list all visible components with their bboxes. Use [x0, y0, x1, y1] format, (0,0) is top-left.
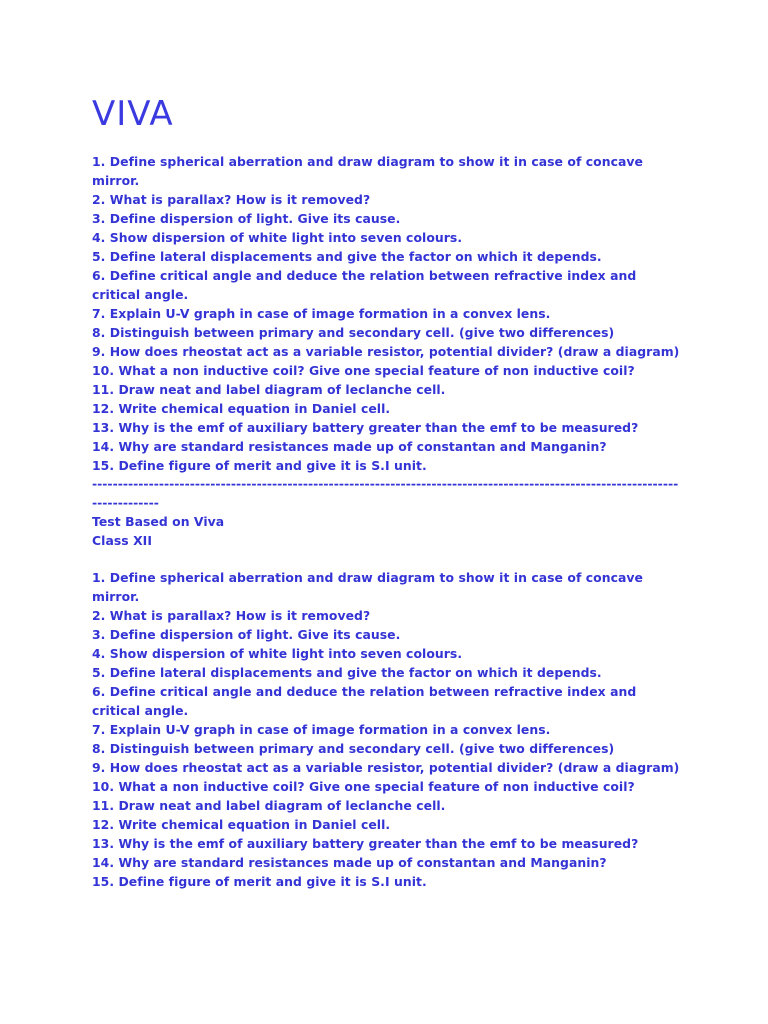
question-item: 15. Define figure of merit and give it is S.I unit.: [92, 874, 427, 889]
question-item: 10. What a non inductive coil? Give one special feature of non inductive coil?: [92, 363, 635, 378]
question-item: 5. Define lateral displacements and give the factor on which it depends.: [92, 665, 602, 680]
question-item: 9. How does rheostat act as a variable resistor, potential divider? (draw a diagram): [92, 760, 680, 775]
viva-question-list: [92, 152, 682, 475]
question-item: 12. Write chemical equation in Daniel cell.: [92, 817, 391, 832]
question-item: 14. Why are standard resistances made up of constantan and Manganin?: [92, 439, 607, 454]
separator-line: -------------------------------------------------------------------------------------------------------------------------------: [92, 476, 679, 510]
page-title: VIVA: [92, 94, 174, 134]
question-item: 6. Define critical angle and deduce the relation between refractive index and critical angle.: [92, 268, 637, 302]
question-item: 7. Explain U-V graph in case of image formation in a convex lens.: [92, 722, 551, 737]
question-item: 8. Distinguish between primary and secondary cell. (give two differences): [92, 741, 615, 756]
question-item: 3. Define dispersion of light. Give its cause.: [92, 211, 401, 226]
question-item: 13. Why is the emf of auxiliary battery greater than the emf to be measured?: [92, 836, 639, 851]
question-item: 10. What a non inductive coil? Give one special feature of non inductive coil?: [92, 779, 635, 794]
question-item: 2. What is parallax? How is it removed?: [92, 192, 371, 207]
question-item: 7. Explain U-V graph in case of image formation in a convex lens.: [92, 306, 551, 321]
question-item: 2. What is parallax? How is it removed?: [92, 608, 371, 623]
question-item: 13. Why is the emf of auxiliary battery greater than the emf to be measured?: [92, 420, 639, 435]
question-item: 11. Draw neat and label diagram of leclanche cell.: [92, 382, 446, 397]
test-heading: Test Based on Viva: [92, 514, 225, 529]
question-item: 9. How does rheostat act as a variable resistor, potential divider? (draw a diagram): [92, 344, 680, 359]
question-item: 12. Write chemical equation in Daniel cell.: [92, 401, 391, 416]
question-item: 1. Define spherical aberration and draw diagram to show it in case of concave mirror.: [92, 154, 643, 188]
test-question-list: [92, 568, 682, 891]
question-item: 6. Define critical angle and deduce the relation between refractive index and critical angle.: [92, 684, 637, 718]
question-item: 5. Define lateral displacements and give the factor on which it depends.: [92, 249, 602, 264]
question-item: 1. Define spherical aberration and draw diagram to show it in case of concave mirror.: [92, 570, 643, 604]
question-item: 8. Distinguish between primary and secondary cell. (give two differences): [92, 325, 615, 340]
question-item: 3. Define dispersion of light. Give its cause.: [92, 627, 401, 642]
question-item: 4. Show dispersion of white light into seven colours.: [92, 230, 463, 245]
class-label: Class XII: [92, 533, 152, 548]
question-item: 11. Draw neat and label diagram of leclanche cell.: [92, 798, 446, 813]
test-header: [92, 512, 682, 550]
question-item: 4. Show dispersion of white light into seven colours.: [92, 646, 463, 661]
question-item: 14. Why are standard resistances made up of constantan and Manganin?: [92, 855, 607, 870]
question-item: 15. Define figure of merit and give it is S.I unit.: [92, 458, 427, 473]
